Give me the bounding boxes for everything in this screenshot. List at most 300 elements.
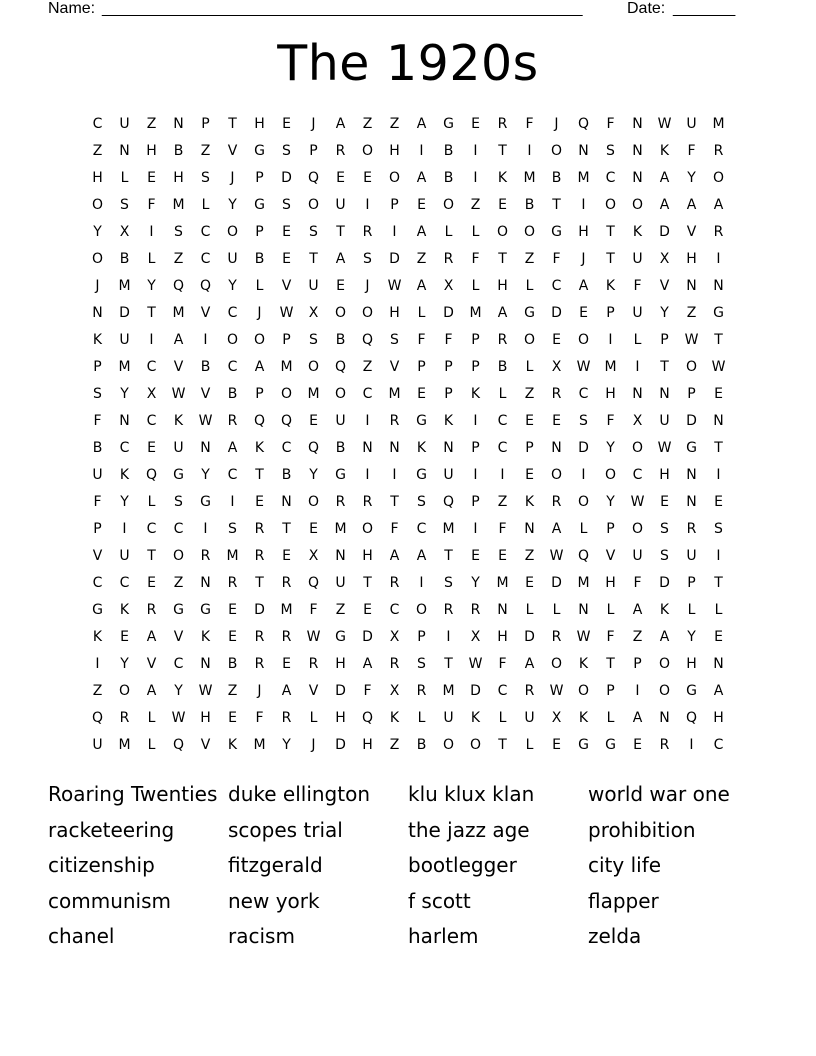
grid-letter: O xyxy=(91,197,104,213)
grid-letter: Q xyxy=(280,413,293,429)
word-bank-item: new york xyxy=(228,888,320,913)
grid-letter: U xyxy=(443,710,454,726)
grid-letter: N xyxy=(632,143,643,159)
grid-letter: K xyxy=(416,440,427,456)
grid-letter: N xyxy=(119,143,130,159)
grid-letter: R xyxy=(254,629,265,645)
grid-letter: O xyxy=(658,656,671,672)
grid-letter: E xyxy=(147,170,156,186)
grid-letter: Y xyxy=(228,197,237,213)
grid-letter: K xyxy=(470,710,481,726)
grid-letter: F xyxy=(498,521,507,537)
grid-letter: D xyxy=(551,575,562,591)
grid-letter: Y xyxy=(120,386,129,402)
grid-letter: H xyxy=(497,629,508,645)
grid-letter: O xyxy=(415,602,428,618)
grid-letter: D xyxy=(335,737,346,753)
word-bank-item: fitzgerald xyxy=(228,853,323,878)
grid-letter: Q xyxy=(307,440,320,456)
grid-letter: N xyxy=(659,386,670,402)
worksheet-header xyxy=(48,0,748,20)
grid-letter: Q xyxy=(307,575,320,591)
grid-letter: R xyxy=(254,656,265,672)
grid-letter: W xyxy=(684,332,699,348)
grid-letter: I xyxy=(716,467,721,483)
grid-letter: O xyxy=(388,170,401,186)
grid-letter: E xyxy=(471,116,480,132)
word-bank-item: Roaring Twenties xyxy=(48,782,218,806)
grid-row xyxy=(84,300,732,327)
grid-letter: G xyxy=(416,413,427,429)
grid-letter: K xyxy=(200,629,211,645)
grid-letter: F xyxy=(471,251,480,267)
grid-letter: O xyxy=(577,494,590,510)
grid-letter: I xyxy=(473,413,478,429)
grid-letter: U xyxy=(686,116,697,132)
grid-letter: N xyxy=(335,548,346,564)
grid-letter: B xyxy=(281,467,292,483)
grid-letter: M xyxy=(280,602,293,618)
grid-letter: S xyxy=(417,494,426,510)
grid-letter: G xyxy=(200,494,211,510)
grid-letter: C xyxy=(227,359,238,375)
grid-letter: D xyxy=(659,575,670,591)
grid-letter: O xyxy=(685,359,698,375)
grid-letter: B xyxy=(443,143,454,159)
grid-letter: I xyxy=(716,548,721,564)
grid-letter: N xyxy=(281,494,292,510)
grid-letter: M xyxy=(307,386,320,402)
grid-letter: P xyxy=(255,224,264,240)
grid-letter: N xyxy=(443,440,454,456)
grid-letter: Z xyxy=(524,386,535,402)
grid-letter: L xyxy=(444,224,453,240)
grid-letter: E xyxy=(525,575,534,591)
grid-letter: P xyxy=(633,656,642,672)
grid-letter: L xyxy=(579,521,588,537)
grid-letter: W xyxy=(171,386,186,402)
grid-letter: K xyxy=(659,143,670,159)
grid-letter: E xyxy=(579,305,588,321)
grid-letter: A xyxy=(416,116,427,132)
grid-letter: V xyxy=(389,359,400,375)
grid-row xyxy=(84,462,732,489)
grid-letter: E xyxy=(147,575,156,591)
grid-letter: H xyxy=(686,251,697,267)
grid-letter: K xyxy=(497,170,508,186)
grid-letter: N xyxy=(362,440,373,456)
grid-letter: T xyxy=(714,440,723,456)
page-title: The 1920s xyxy=(277,35,539,92)
grid-letter: N xyxy=(524,521,535,537)
grid-row xyxy=(84,219,732,246)
grid-letter: W xyxy=(198,413,213,429)
grid-letter: Q xyxy=(91,710,104,726)
grid-letter: C xyxy=(92,116,103,132)
grid-letter: E xyxy=(309,521,318,537)
grid-letter: L xyxy=(606,710,615,726)
grid-letter: Y xyxy=(660,305,669,321)
grid-letter: B xyxy=(551,170,562,186)
grid-letter: I xyxy=(608,332,613,348)
grid-letter: L xyxy=(498,710,507,726)
grid-letter: U xyxy=(524,710,535,726)
grid-letter: Y xyxy=(606,440,615,456)
grid-letter: N xyxy=(578,602,589,618)
grid-letter: K xyxy=(524,494,535,510)
grid-letter: C xyxy=(173,656,184,672)
grid-letter: O xyxy=(226,224,239,240)
grid-letter: O xyxy=(226,332,239,348)
grid-letter: R xyxy=(443,602,454,618)
grid-letter: B xyxy=(227,656,238,672)
grid-letter: L xyxy=(525,737,534,753)
grid-letter: Y xyxy=(471,575,480,591)
grid-letter: T xyxy=(255,575,264,591)
grid-letter: W xyxy=(198,683,213,699)
grid-letter: Q xyxy=(334,359,347,375)
grid-letter: F xyxy=(525,116,534,132)
grid-letter: M xyxy=(118,737,131,753)
grid-letter: Z xyxy=(200,143,211,159)
grid-letter: L xyxy=(147,251,156,267)
grid-letter: M xyxy=(577,575,590,591)
grid-letter: A xyxy=(659,197,670,213)
grid-letter: E xyxy=(282,548,291,564)
grid-row xyxy=(84,408,732,435)
grid-letter: A xyxy=(146,683,157,699)
grid-letter: M xyxy=(226,548,239,564)
grid-letter: N xyxy=(686,494,697,510)
grid-letter: Z xyxy=(227,683,238,699)
grid-letter: E xyxy=(255,494,264,510)
grid-row xyxy=(84,273,732,300)
grid-letter: W xyxy=(306,629,321,645)
grid-letter: E xyxy=(363,170,372,186)
grid-letter: J xyxy=(554,116,559,132)
grid-row xyxy=(84,138,732,165)
grid-letter: K xyxy=(227,737,238,753)
grid-letter: N xyxy=(632,116,643,132)
grid-row xyxy=(84,624,732,651)
grid-letter: B xyxy=(119,251,130,267)
grid-letter: U xyxy=(308,278,319,294)
grid-letter: L xyxy=(552,602,561,618)
grid-letter: F xyxy=(606,116,615,132)
word-search-grid xyxy=(84,111,732,759)
grid-letter: O xyxy=(307,359,320,375)
grid-letter: O xyxy=(631,197,644,213)
grid-letter: C xyxy=(173,521,184,537)
word-bank-item: communism xyxy=(48,888,172,913)
grid-letter: M xyxy=(388,386,401,402)
grid-letter: B xyxy=(200,359,211,375)
grid-letter: K xyxy=(470,386,481,402)
grid-letter: O xyxy=(334,305,347,321)
grid-letter: O xyxy=(577,332,590,348)
grid-letter: O xyxy=(118,683,131,699)
grid-letter: R xyxy=(254,521,265,537)
grid-letter: K xyxy=(578,656,589,672)
grid-letter: R xyxy=(389,413,400,429)
grid-letter: R xyxy=(227,575,238,591)
grid-letter: H xyxy=(659,467,670,483)
grid-letter: Z xyxy=(389,116,400,132)
grid-letter: R xyxy=(227,413,238,429)
grid-letter: Q xyxy=(199,278,212,294)
grid-letter: I xyxy=(527,143,532,159)
grid-letter: P xyxy=(606,521,615,537)
grid-letter: L xyxy=(714,602,723,618)
grid-letter: V xyxy=(200,386,211,402)
grid-letter: D xyxy=(389,251,400,267)
grid-letter: Z xyxy=(416,251,427,267)
grid-letter: X xyxy=(659,251,670,267)
grid-letter: X xyxy=(389,683,400,699)
grid-letter: I xyxy=(635,359,640,375)
grid-letter: X xyxy=(389,629,400,645)
word-bank-item: citizenship xyxy=(48,853,155,878)
grid-row xyxy=(84,381,732,408)
grid-letter: Y xyxy=(282,737,291,753)
grid-letter: I xyxy=(149,332,154,348)
grid-letter: K xyxy=(578,710,589,726)
grid-letter: H xyxy=(686,656,697,672)
grid-letter: D xyxy=(443,305,454,321)
grid-letter: I xyxy=(500,467,505,483)
grid-letter: M xyxy=(712,116,725,132)
grid-letter: U xyxy=(92,737,103,753)
grid-letter: G xyxy=(686,683,697,699)
grid-letter: L xyxy=(471,278,480,294)
grid-letter: L xyxy=(525,359,534,375)
grid-letter: N xyxy=(659,710,670,726)
grid-letter: O xyxy=(307,197,320,213)
grid-letter: O xyxy=(334,386,347,402)
name-blank-line: ______________________________________________________ xyxy=(102,0,583,17)
grid-letter: P xyxy=(417,359,426,375)
grid-letter: F xyxy=(633,575,642,591)
grid-letter: G xyxy=(92,602,103,618)
grid-letter: S xyxy=(417,656,426,672)
grid-letter: Q xyxy=(307,170,320,186)
grid-letter: L xyxy=(120,170,129,186)
grid-letter: K xyxy=(92,629,103,645)
grid-letter: G xyxy=(254,143,265,159)
grid-letter: N xyxy=(92,305,103,321)
grid-letter: I xyxy=(365,413,370,429)
grid-letter: L xyxy=(687,602,696,618)
grid-letter: M xyxy=(334,521,347,537)
grid-letter: R xyxy=(659,737,670,753)
grid-letter: I xyxy=(419,143,424,159)
grid-letter: G xyxy=(173,467,184,483)
grid-letter: E xyxy=(552,413,561,429)
grid-letter: K xyxy=(119,602,130,618)
grid-letter: W xyxy=(549,683,564,699)
grid-letter: O xyxy=(496,224,509,240)
grid-letter: H xyxy=(713,710,724,726)
grid-letter: R xyxy=(335,494,346,510)
grid-row xyxy=(84,651,732,678)
grid-letter: S xyxy=(309,224,318,240)
grid-letter: S xyxy=(714,521,723,537)
grid-letter: E xyxy=(714,629,723,645)
grid-letter: U xyxy=(335,197,346,213)
grid-letter: U xyxy=(173,440,184,456)
grid-letter: J xyxy=(95,278,100,294)
grid-letter: Y xyxy=(309,467,318,483)
grid-letter: B xyxy=(335,332,346,348)
grid-letter: H xyxy=(497,278,508,294)
grid-letter: S xyxy=(309,332,318,348)
grid-letter: Z xyxy=(389,737,400,753)
grid-letter: L xyxy=(147,737,156,753)
grid-letter: A xyxy=(713,683,724,699)
grid-letter: I xyxy=(446,629,451,645)
grid-letter: H xyxy=(173,170,184,186)
grid-letter: H xyxy=(578,224,589,240)
grid-letter: Z xyxy=(524,251,535,267)
grid-letter: C xyxy=(389,602,400,618)
grid-letter: B xyxy=(524,197,535,213)
word-bank-item: klu klux klan xyxy=(408,782,535,806)
grid-letter: I xyxy=(365,197,370,213)
grid-letter: K xyxy=(632,224,643,240)
grid-letter: D xyxy=(362,629,373,645)
grid-letter: F xyxy=(606,413,615,429)
grid-letter: R xyxy=(281,575,292,591)
grid-letter: A xyxy=(578,278,589,294)
grid-letter: J xyxy=(257,305,262,321)
grid-letter: E xyxy=(228,629,237,645)
grid-letter: B xyxy=(497,359,508,375)
grid-letter: U xyxy=(632,305,643,321)
grid-letter: P xyxy=(606,683,615,699)
grid-letter: G xyxy=(524,305,535,321)
word-bank-item: racketeering xyxy=(48,817,175,842)
grid-letter: O xyxy=(550,143,563,159)
grid-letter: O xyxy=(523,332,536,348)
grid-row xyxy=(84,489,732,516)
grid-letter: D xyxy=(119,305,130,321)
grid-letter: C xyxy=(146,359,157,375)
grid-letter: T xyxy=(363,575,372,591)
grid-letter: R xyxy=(551,629,562,645)
grid-letter: H xyxy=(389,305,400,321)
grid-letter: Z xyxy=(524,548,535,564)
grid-letter: S xyxy=(174,224,183,240)
grid-row xyxy=(84,732,732,759)
grid-letter: N xyxy=(686,467,697,483)
grid-letter: I xyxy=(149,224,154,240)
grid-letter: G xyxy=(578,737,589,753)
grid-letter: Y xyxy=(687,629,696,645)
grid-row xyxy=(84,543,732,570)
word-bank-item: the jazz age xyxy=(408,817,530,842)
grid-letter: D xyxy=(659,224,670,240)
grid-letter: G xyxy=(335,629,346,645)
grid-letter: S xyxy=(606,143,615,159)
grid-letter: E xyxy=(336,170,345,186)
grid-letter: E xyxy=(228,710,237,726)
grid-letter: N xyxy=(713,413,724,429)
grid-letter: C xyxy=(713,737,724,753)
word-bank-item: f scott xyxy=(408,888,471,913)
word-bank-item: zelda xyxy=(588,924,642,949)
grid-letter: C xyxy=(146,413,157,429)
grid-letter: F xyxy=(552,251,561,267)
grid-letter: Y xyxy=(687,170,696,186)
grid-letter: L xyxy=(417,710,426,726)
grid-letter: C xyxy=(92,575,103,591)
grid-letter: N xyxy=(200,656,211,672)
grid-letter: R xyxy=(389,575,400,591)
grid-letter: F xyxy=(417,332,426,348)
grid-row xyxy=(84,192,732,219)
grid-letter: Z xyxy=(335,602,346,618)
grid-letter: T xyxy=(147,548,156,564)
grid-letter: R xyxy=(362,224,373,240)
grid-letter: M xyxy=(118,359,131,375)
grid-letter: H xyxy=(146,143,157,159)
grid-letter: D xyxy=(470,683,481,699)
grid-letter: P xyxy=(606,305,615,321)
grid-letter: Q xyxy=(145,467,158,483)
grid-letter: K xyxy=(659,602,670,618)
grid-letter: A xyxy=(335,251,346,267)
grid-row xyxy=(84,327,732,354)
grid-letter: U xyxy=(632,548,643,564)
grid-letter: T xyxy=(147,305,156,321)
grid-letter: P xyxy=(93,521,102,537)
grid-letter: P xyxy=(93,359,102,375)
grid-letter: E xyxy=(498,548,507,564)
grid-letter: L xyxy=(309,710,318,726)
grid-letter: J xyxy=(581,251,586,267)
grid-letter: E xyxy=(417,386,426,402)
grid-letter: X xyxy=(551,359,562,375)
grid-row xyxy=(84,516,732,543)
grid-letter: C xyxy=(227,305,238,321)
grid-letter: Y xyxy=(174,683,183,699)
grid-letter: M xyxy=(253,737,266,753)
grid-letter: T xyxy=(255,467,264,483)
word-bank-item: duke ellington xyxy=(228,782,371,806)
grid-letter: N xyxy=(551,440,562,456)
grid-letter: S xyxy=(579,413,588,429)
grid-letter: O xyxy=(631,440,644,456)
grid-letter: N xyxy=(713,278,724,294)
grid-letter: K xyxy=(389,710,400,726)
grid-letter: C xyxy=(605,170,616,186)
grid-letter: P xyxy=(444,359,453,375)
grid-letter: E xyxy=(228,602,237,618)
grid-row xyxy=(84,111,732,138)
grid-letter: Q xyxy=(172,737,185,753)
grid-letter: Z xyxy=(173,251,184,267)
grid-letter: W xyxy=(657,116,672,132)
grid-letter: W xyxy=(657,440,672,456)
grid-letter: E xyxy=(282,656,291,672)
grid-letter: C xyxy=(200,224,211,240)
grid-letter: C xyxy=(119,575,130,591)
grid-letter: I xyxy=(203,332,208,348)
grid-letter: V xyxy=(200,305,211,321)
grid-letter: S xyxy=(444,575,453,591)
grid-letter: W xyxy=(630,494,645,510)
grid-letter: E xyxy=(471,548,480,564)
